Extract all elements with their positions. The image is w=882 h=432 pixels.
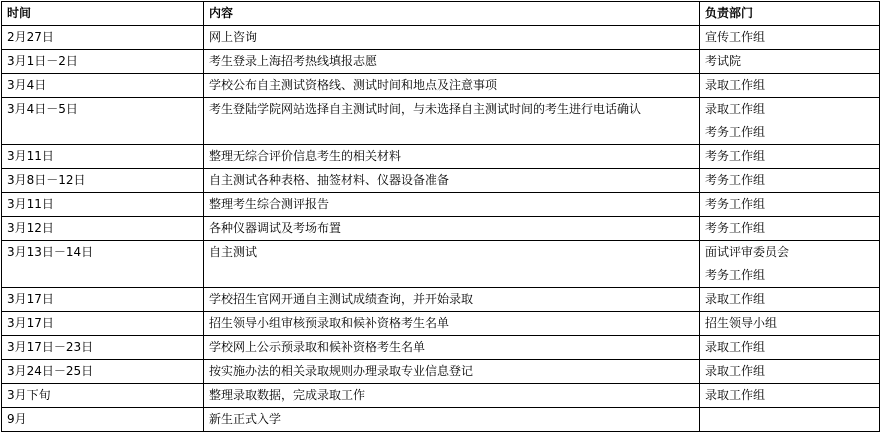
time-cell: 3月12日 bbox=[2, 217, 204, 241]
department-name: 考试院 bbox=[705, 54, 742, 68]
table-row bbox=[2, 98, 880, 145]
department-name: 录取工作组 bbox=[705, 292, 766, 306]
table-row bbox=[2, 360, 880, 384]
content-cell: 网上咨询 bbox=[204, 26, 700, 50]
table-row bbox=[2, 408, 880, 432]
table-row bbox=[2, 26, 880, 50]
content-cell: 学校网上公示预录取和候补资格考生名单 bbox=[204, 336, 700, 360]
department-cell bbox=[700, 50, 880, 74]
time-cell: 3月下旬 bbox=[2, 384, 204, 408]
schedule-table bbox=[1, 1, 880, 432]
content-cell: 自主测试各种表格、抽签材料、仪器设备准备 bbox=[204, 169, 700, 193]
content-cell: 新生正式入学 bbox=[204, 408, 700, 432]
time-cell: 3月4日－5日 bbox=[2, 98, 204, 145]
department-cell bbox=[700, 312, 880, 336]
time-cell: 3月17日 bbox=[2, 288, 204, 312]
header-content: 内容 bbox=[204, 2, 700, 26]
table-row bbox=[2, 50, 880, 74]
table-body bbox=[2, 26, 880, 432]
table-row bbox=[2, 193, 880, 217]
department-cell bbox=[700, 336, 880, 360]
department-cell bbox=[700, 74, 880, 98]
time-cell: 9月 bbox=[2, 408, 204, 432]
department-cell bbox=[700, 360, 880, 384]
department-name: 考务工作组 bbox=[705, 125, 766, 139]
content-cell: 学校公布自主测试资格线、测试时间和地点及注意事项 bbox=[204, 74, 700, 98]
table-row bbox=[2, 74, 880, 98]
table-row bbox=[2, 336, 880, 360]
table-row bbox=[2, 217, 880, 241]
time-cell: 3月11日 bbox=[2, 193, 204, 217]
time-cell: 3月8日－12日 bbox=[2, 169, 204, 193]
department-name: 录取工作组 bbox=[705, 340, 766, 354]
time-cell: 3月13日－14日 bbox=[2, 241, 204, 288]
content-cell: 各种仪器调试及考场布置 bbox=[204, 217, 700, 241]
table-row bbox=[2, 145, 880, 169]
header-department: 负责部门 bbox=[700, 2, 880, 26]
department-cell bbox=[700, 241, 880, 288]
department-name: 录取工作组 bbox=[705, 388, 766, 402]
content-cell: 按实施办法的相关录取规则办理录取专业信息登记 bbox=[204, 360, 700, 384]
content-cell: 整理无综合评价信息考生的相关材料 bbox=[204, 145, 700, 169]
time-cell: 3月24日－25日 bbox=[2, 360, 204, 384]
header-row bbox=[2, 2, 880, 26]
department-name: 录取工作组 bbox=[705, 102, 766, 116]
content-cell: 考生登录上海招考热线填报志愿 bbox=[204, 50, 700, 74]
table-row bbox=[2, 312, 880, 336]
content-cell: 学校招生官网开通自主测试成绩查询，并开始录取 bbox=[204, 288, 700, 312]
time-cell: 3月17日 bbox=[2, 312, 204, 336]
department-cell bbox=[700, 384, 880, 408]
content-cell: 招生领导小组审核预录取和候补资格考生名单 bbox=[204, 312, 700, 336]
department-cell bbox=[700, 288, 880, 312]
department-name: 考务工作组 bbox=[705, 173, 766, 187]
content-cell: 整理录取数据，完成录取工作 bbox=[204, 384, 700, 408]
department-name: 考务工作组 bbox=[705, 197, 766, 211]
time-cell: 3月1日－2日 bbox=[2, 50, 204, 74]
table-row bbox=[2, 288, 880, 312]
table-row bbox=[2, 169, 880, 193]
department-name: 招生领导小组 bbox=[705, 316, 778, 330]
department-cell bbox=[700, 98, 880, 145]
department-cell bbox=[700, 193, 880, 217]
time-cell: 3月17日－23日 bbox=[2, 336, 204, 360]
table-row bbox=[2, 241, 880, 288]
content-cell: 考生登陆学院网站选择自主测试时间，与未选择自主测试时间的考生进行电话确认 bbox=[204, 98, 700, 145]
department-name: 宣传工作组 bbox=[705, 30, 766, 44]
department-cell bbox=[700, 145, 880, 169]
department-name: 录取工作组 bbox=[705, 78, 766, 92]
content-cell: 整理考生综合测评报告 bbox=[204, 193, 700, 217]
time-cell: 2月27日 bbox=[2, 26, 204, 50]
department-cell bbox=[700, 217, 880, 241]
content-cell: 自主测试 bbox=[204, 241, 700, 288]
department-cell bbox=[700, 169, 880, 193]
department-cell bbox=[700, 408, 880, 432]
time-cell: 3月11日 bbox=[2, 145, 204, 169]
table-row bbox=[2, 384, 880, 408]
department-name: 考务工作组 bbox=[705, 268, 766, 282]
department-name: 面试评审委员会 bbox=[705, 245, 790, 259]
department-name: 考务工作组 bbox=[705, 149, 766, 163]
department-name: 考务工作组 bbox=[705, 221, 766, 235]
time-cell: 3月4日 bbox=[2, 74, 204, 98]
header-time: 时间 bbox=[2, 2, 204, 26]
department-cell bbox=[700, 26, 880, 50]
department-name: 录取工作组 bbox=[705, 364, 766, 378]
